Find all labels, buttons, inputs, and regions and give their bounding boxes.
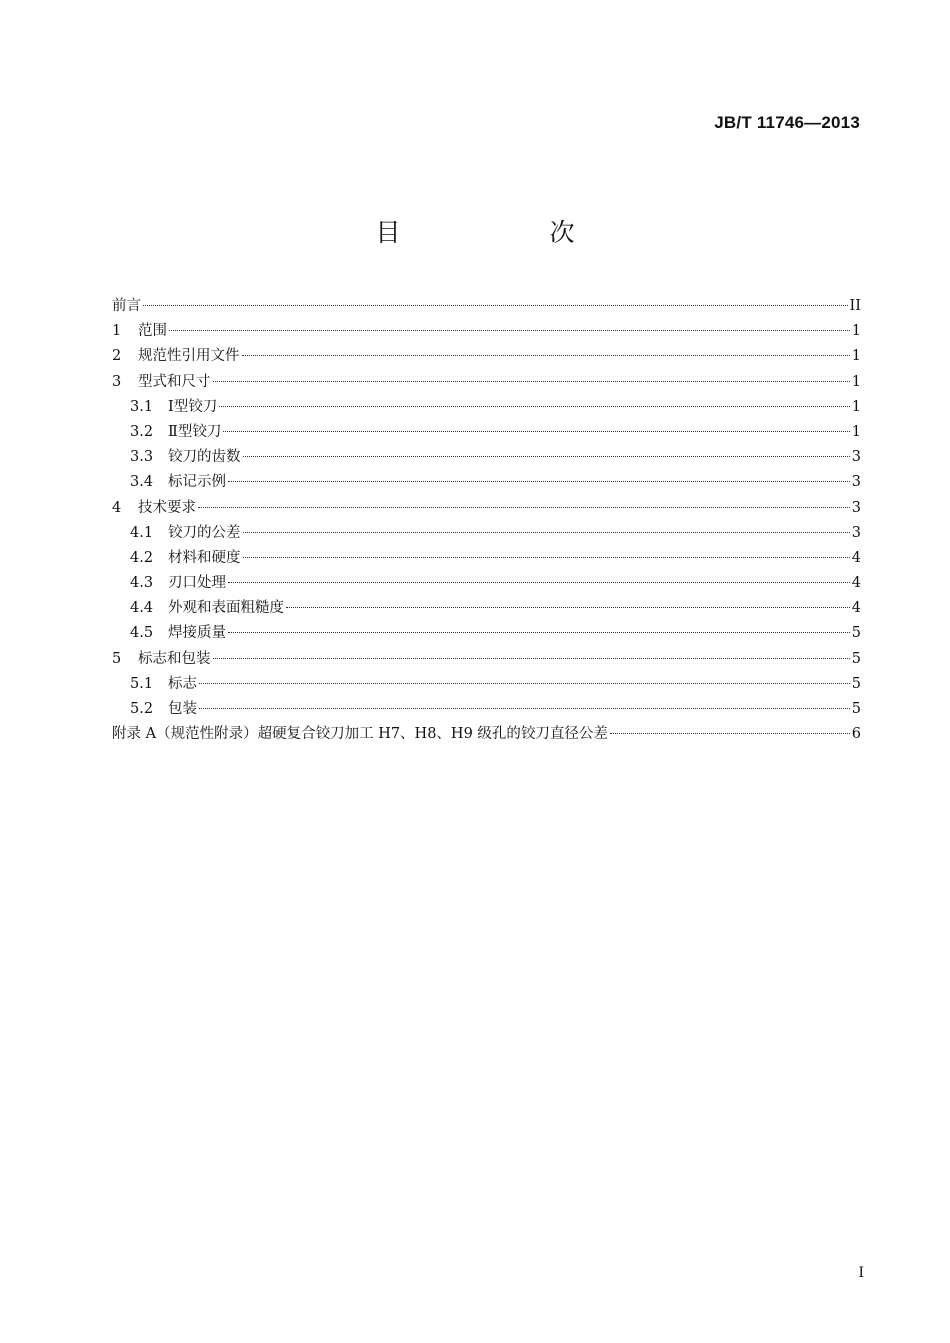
toc-entry-page: 1: [851, 373, 861, 390]
toc-entry-number: 4.5: [130, 625, 154, 642]
toc-entry-page: II: [849, 298, 861, 314]
toc-entry-label: 外观和表面粗糙度: [168, 600, 284, 617]
toc-entry-page: 5: [851, 675, 861, 692]
toc-leader-dots: [228, 481, 850, 482]
toc-entry-3-2[interactable]: [112, 420, 861, 445]
toc-entry-4[interactable]: [112, 496, 861, 521]
toc-entry-5[interactable]: [112, 647, 861, 672]
toc-entry-page: 1: [851, 423, 861, 440]
toc-entry-number: 4.3: [130, 575, 154, 592]
toc-entry-4-2[interactable]: [112, 546, 861, 571]
toc-leader-dots: [199, 708, 850, 709]
toc-entry-label: 标志: [168, 675, 197, 692]
toc-leader-dots: [213, 658, 850, 659]
table-of-contents: [112, 294, 861, 747]
toc-entry-label: 范围: [138, 323, 167, 340]
toc-entry-5-2[interactable]: [112, 697, 861, 722]
toc-entry-4-5[interactable]: [112, 621, 861, 646]
toc-entry-page: 3: [851, 499, 861, 516]
toc-entry-page: 5: [851, 650, 861, 667]
toc-entry-1[interactable]: [112, 319, 861, 344]
toc-entry-annex-a[interactable]: [112, 722, 861, 747]
toc-entry-number: 4.4: [130, 600, 154, 617]
toc-entry-page: 1: [851, 398, 861, 415]
toc-entry-number: 5: [112, 650, 122, 667]
toc-entry-number: 5.1: [130, 675, 154, 692]
toc-entry-label: 刃口处理: [168, 575, 226, 592]
toc-entry-number: 5.2: [130, 701, 154, 717]
toc-leader-dots: [169, 330, 850, 331]
standard-code: JB/T 11746—2013: [714, 113, 860, 132]
toc-entry-number: 3.4: [130, 474, 154, 491]
toc-entry-3-1[interactable]: [112, 395, 861, 420]
toc-leader-dots: [228, 632, 850, 633]
toc-entry-3[interactable]: [112, 370, 861, 395]
toc-entry-page: 4: [851, 600, 861, 617]
toc-entry-page: 4: [851, 549, 861, 566]
toc-entry-number: 3.1: [130, 398, 154, 415]
toc-leader-dots: [286, 607, 850, 608]
toc-entry-label: 材料和硬度: [168, 549, 241, 566]
toc-entry-label: 技术要求: [138, 499, 196, 516]
toc-entry-page: 1: [851, 323, 861, 340]
toc-entry-page: 6: [851, 726, 861, 743]
toc-entry-page: 3: [851, 524, 861, 541]
toc-entry-number: 2: [112, 348, 122, 365]
toc-leader-dots: [228, 582, 850, 583]
toc-leader-dots: [242, 355, 850, 356]
toc-leader-dots: [198, 507, 850, 508]
toc-entry-label: 型式和尺寸: [138, 373, 211, 390]
toc-entry-label: Ⅱ型铰刀: [168, 423, 222, 440]
toc-entry-label: 焊接质量: [168, 625, 226, 642]
toc-entry-2[interactable]: [112, 344, 861, 369]
toc-leader-dots: [243, 557, 850, 558]
toc-leader-dots: [143, 305, 848, 306]
toc-entry-number: 4.1: [130, 524, 154, 541]
toc-entry-number: 3.3: [130, 449, 154, 466]
toc-leader-dots: [243, 532, 850, 533]
toc-leader-dots: [213, 381, 850, 382]
toc-entry-3-3[interactable]: [112, 445, 861, 470]
toc-leader-dots: [223, 431, 849, 432]
toc-entry-number: 1: [112, 323, 122, 340]
toc-entry-foreword[interactable]: [112, 294, 861, 319]
toc-entry-label: 铰刀的齿数: [168, 449, 241, 466]
toc-entry-number: 3: [112, 373, 122, 390]
toc-entry-number: 3.2: [130, 423, 154, 440]
toc-entry-page: 3: [851, 474, 861, 491]
toc-entry-label: 铰刀的公差: [168, 524, 241, 541]
toc-entry-label: 附录 A（规范性附录）超硬复合铰刀加工 H7、H8、H9 级孔的铰刀直径公差: [112, 726, 608, 743]
toc-leader-dots: [199, 683, 850, 684]
toc-entry-label: 前言: [112, 298, 141, 314]
toc-entry-label: 标志和包装: [138, 650, 211, 667]
toc-entry-4-3[interactable]: [112, 571, 861, 596]
toc-entry-4-4[interactable]: [112, 596, 861, 621]
toc-entry-page: 5: [851, 625, 861, 642]
toc-entry-3-4[interactable]: [112, 470, 861, 495]
toc-leader-dots: [219, 406, 850, 407]
toc-leader-dots: [610, 733, 850, 734]
toc-leader-dots: [243, 456, 850, 457]
toc-entry-page: 5: [851, 701, 861, 717]
toc-entry-page: 1: [851, 348, 861, 365]
toc-entry-4-1[interactable]: [112, 521, 861, 546]
page-number: I: [858, 1265, 864, 1281]
toc-entry-number: 4: [112, 499, 122, 516]
toc-entry-page: 3: [851, 449, 861, 466]
toc-entry-label: 标记示例: [168, 474, 226, 491]
toc-entry-5-1[interactable]: [112, 672, 861, 697]
toc-entry-label: 包装: [168, 701, 197, 717]
toc-entry-label: 规范性引用文件: [138, 348, 240, 365]
toc-entry-page: 4: [851, 575, 861, 592]
toc-entry-label: Ⅰ型铰刀: [168, 398, 218, 415]
toc-entry-number: 4.2: [130, 549, 154, 566]
page-title: 目 次: [375, 218, 637, 247]
